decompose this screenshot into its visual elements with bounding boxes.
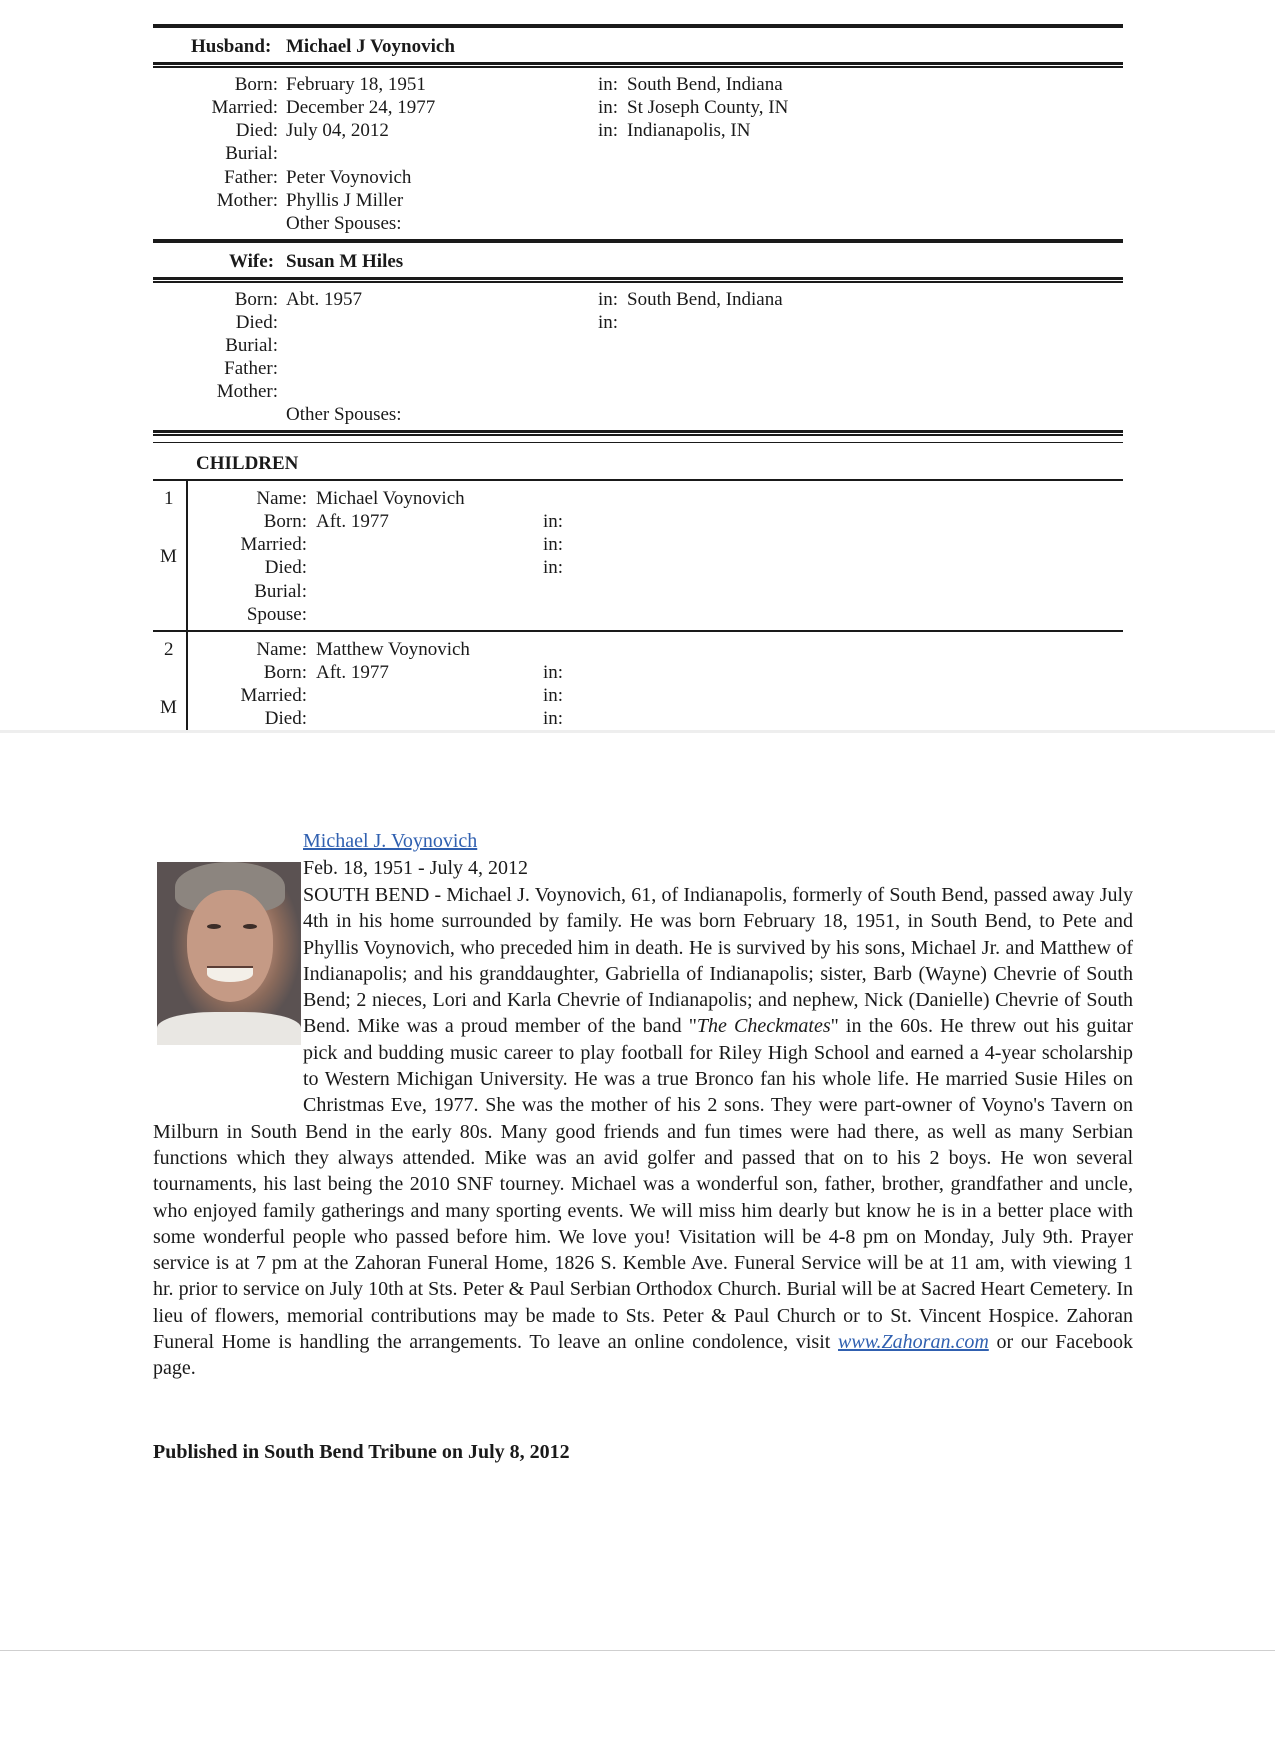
page-footer-line (0, 1650, 1275, 1651)
child-1-died-in-label: in: (543, 557, 564, 578)
husband-mother-label: Mother: (216, 190, 278, 211)
wife-header-name: Susan M Hiles (286, 251, 404, 272)
scan-edge (0, 730, 1275, 733)
husband-married-in-label: in: (598, 97, 619, 118)
husband-other-spouses-label: Other Spouses: (286, 213, 402, 234)
child-1-name: Michael Voynovich (316, 488, 465, 509)
divider (153, 479, 1123, 481)
child-2-name-label: Name: (256, 639, 307, 660)
husband-died-label: Died: (235, 120, 278, 141)
wife-mother-label: Mother: (216, 381, 278, 402)
child-2-born-in-label: in: (543, 662, 564, 683)
husband-born-in-label: in: (598, 74, 619, 95)
child-2-married-in-label: in: (543, 685, 564, 706)
child-1-born: Aft. 1977 (316, 511, 389, 532)
children-header: CHILDREN (196, 453, 299, 474)
divider (153, 62, 1123, 68)
husband-born: February 18, 1951 (286, 74, 426, 95)
child-1-married-in-label: in: (543, 534, 564, 555)
obituary-published-line: Published in South Bend Tribune on July 8, 2012 (153, 1441, 570, 1463)
wife-father-label: Father: (224, 358, 278, 379)
child-2-married-label: Married: (240, 685, 307, 706)
husband-died-place: Indianapolis, IN (627, 120, 751, 141)
wife-born-place: South Bend, Indiana (627, 289, 783, 310)
divider (153, 277, 1123, 283)
husband-father: Peter Voynovich (286, 167, 412, 188)
husband-header-name: Michael J Voynovich (286, 36, 455, 57)
child-2-born: Aft. 1977 (316, 662, 389, 683)
husband-born-place: South Bend, Indiana (627, 74, 783, 95)
divider (153, 430, 1123, 436)
child-2-number: 2 (164, 639, 174, 660)
husband-married-place: St Joseph County, IN (627, 97, 789, 118)
obituary-text-part2: " in the 60s. He threw out his guitar pick and budding music career to play football for Riley High School and earned a 4-year scholarship to Western Michigan University. He was a true Bronco fan his whole life. He married Susie Hiles on Christmas Eve, 1977. She was the mother of his 2 sons. They were part-owner of Voyno's Tavern on Milburn in South Bend in the early 80s. Many good friends and fun times were had there, as well as many Serbian functions which they always attended. Mike was an avid golfer and passed that on to his 2 boys. He won several tournaments, his last being the 2010 SNF tourney. Michael was a wonderful son, father, brother, grandfather and uncle, who enjoyed family gatherings and many sporting events. We will miss him dearly but know he is in a better place with some wonderful people who passed before him. We love you! Visitation will be 4-8 pm on Monday, July 9th. Prayer service is at 7 pm at the Zahoran Funeral Home, 1826 S. Kemble Ave. Funeral Service will be at 11 am, with viewing 1 hr. prior to service on July 10th at Sts. Peter & Paul Serbian Orthodox Church. Burial will be at Sacred Heart Cemetery. In lieu of flowers, memorial contributions may be made to Sts. Peter & Paul Church or to St. Vincent Hospice. Zahoran Funeral Home is handling the arrangements. To leave an online condolence, visit (153, 1015, 1133, 1354)
wife-burial-label: Burial: (225, 335, 278, 356)
husband-born-label: Born: (234, 74, 278, 95)
husband-header-label: Husband: (191, 36, 272, 57)
child-1-died-label: Died: (264, 557, 307, 578)
husband-burial-label: Burial: (225, 143, 278, 164)
obituary-dates: Feb. 18, 1951 - July 4, 2012 (303, 857, 528, 879)
wife-other-spouses-label: Other Spouses: (286, 404, 402, 425)
child-1-married-label: Married: (240, 534, 307, 555)
husband-died: July 04, 2012 (286, 120, 389, 141)
child-2-sex: M (160, 697, 177, 718)
husband-married-label: Married: (211, 97, 278, 118)
obituary-text-part1: SOUTH BEND - Michael J. Voynovich, 61, of Indianapolis, formerly of South Bend, passed away July 4th in his home surrounded by family. He was born February 18, 1951, in South Bend, to Pete and Phyllis Voynovich, who preceded him in death. He is survived by his sons, Michael Jr. and Matthew of Indianapolis; and his granddaughter, Gabriella of Indianapolis; sister, Barb (Wayne) Chevrie of South Bend; 2 nieces, Lori and Karla Chevrie of Indianapolis; and nephew, Nick (Danielle) Chevrie of South Bend. Mike was a proud member of the band " (303, 884, 1133, 1038)
obituary-text-part3: or our Facebook page. (153, 1331, 1133, 1380)
child-2-died-label: Died: (264, 708, 307, 729)
child-1-born-in-label: in: (543, 511, 564, 532)
child-2-name: Matthew Voynovich (316, 639, 470, 660)
husband-married: December 24, 1977 (286, 97, 436, 118)
husband-mother: Phyllis J Miller (286, 190, 404, 211)
husband-father-label: Father: (224, 167, 278, 188)
child-2-born-label: Born: (263, 662, 307, 683)
husband-died-in-label: in: (598, 120, 619, 141)
divider (153, 442, 1123, 443)
divider (153, 24, 1123, 28)
wife-born-label: Born: (234, 289, 278, 310)
wife-born-in-label: in: (598, 289, 619, 310)
child-1-born-label: Born: (263, 511, 307, 532)
wife-born: Abt. 1957 (286, 289, 362, 310)
divider (153, 630, 1123, 632)
obituary-band-name: The Checkmates (696, 1015, 831, 1038)
wife-died-in-label: in: (598, 312, 619, 333)
wife-died-label: Died: (235, 312, 278, 333)
child-1-name-label: Name: (256, 488, 307, 509)
child-2-died-in-label: in: (543, 708, 564, 729)
obituary-website-link[interactable]: www.Zahoran.com (838, 1331, 989, 1354)
child-1-burial-label: Burial: (254, 581, 307, 602)
obituary-name-link[interactable]: Michael J. Voynovich (303, 830, 478, 852)
divider (153, 239, 1123, 243)
child-1-number: 1 (164, 488, 174, 509)
obituary-body (153, 882, 1133, 1382)
child-1-sex: M (160, 546, 177, 567)
child-1-spouse-label: Spouse: (246, 604, 307, 625)
wife-header-label: Wife: (229, 251, 275, 272)
